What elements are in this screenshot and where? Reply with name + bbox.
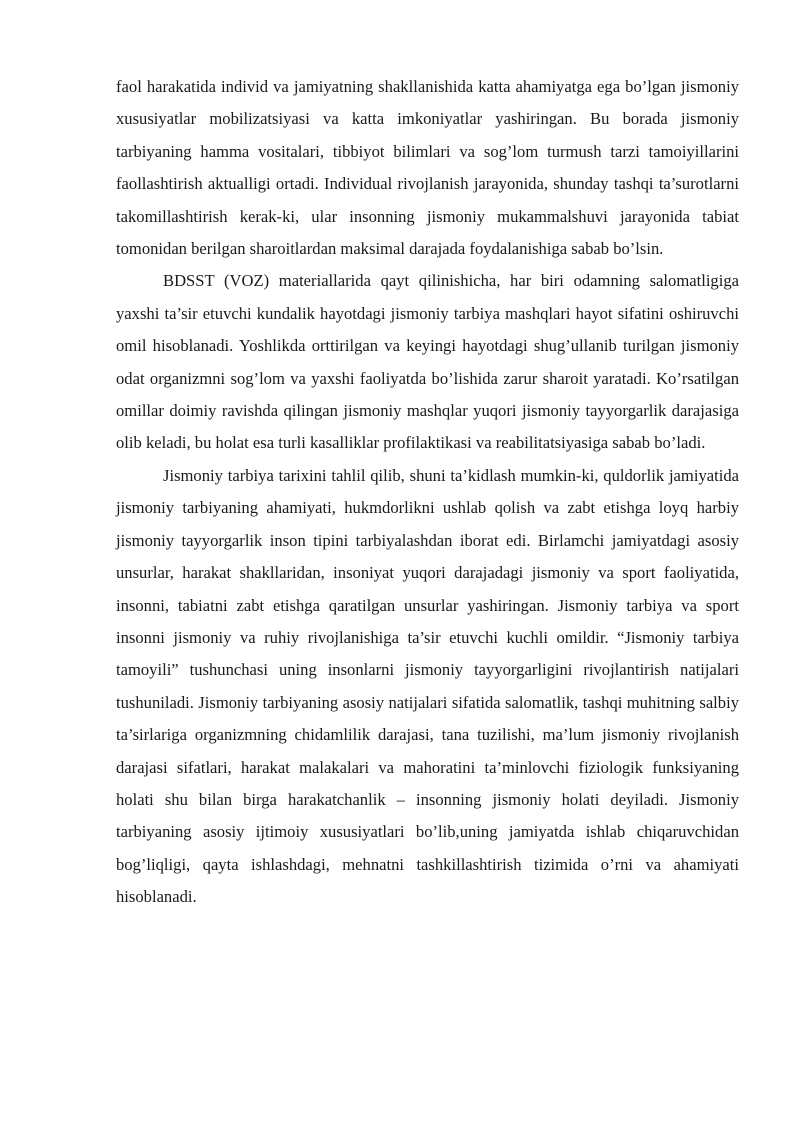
paragraph-continuation: faol harakatida individ va jamiyatning shakllanishida katta ahamiyatga ega bo’lgan jismoniy xususiyatlar mobilizatsiyasi va katta imkoniyatlar yashiringan. Bu borada jismoniy tarbiyaning hamma vositalari, tibbiyot bilimlari va sog’lom turmush tarzi tamoiyillarini faollashtirish aktualligi ortadi. Individual rivojlanish jarayonida, shunday tashqi ta’surotlarni takomillashtirish kerak-ki, ular insonning jismoniy mukammalshuvi jarayonida tabiat tomonidan berilgan sharoitlardan maksimal darajada foydalanishiga sabab bo’lsin. [116, 77, 739, 259]
document-page [116, 71, 739, 914]
paragraph-bdsst: BDSST (VOZ) materiallarida qayt qilinishicha, har biri odamning salomatligiga yaxshi ta’sir etuvchi kundalik hayotdagi jismoniy tarbiya mashqlari hayot sifatini oshiruvchi omil hisoblanadi. Yoshlikda orttirilgan va keyingi hayotdagi shug’ullanib turilgan jismoniy odat organizmni sog’lom va yaxshi faoliyatda bo’lishida zarur sharoit yaratadi. Ko’rsatilgan omillar doimiy ravishda qilingan jismoniy mashqlar yuqori jismoniy tayyorgarlik darajasiga olib keladi, bu holat esa turli kasalliklar profilaktikasi va reabilitatsiyasiga sabab bo’ladi. [116, 271, 739, 453]
paragraph-history: Jismoniy tarbiya tarixini tahlil qilib, shuni ta’kidlash mumkin-ki, quldorlik jamiyatida jismoniy tarbiyaning ahamiyati, hukmdorlikni ushlab qolish va zabt etishga loyq harbiy jismoniy tayyorgarlik inson tipini tarbiyalashdan iborat edi. Birlamchi jamiyatdagi asosiy unsurlar, harakat shakllaridan, insoniyat yuqori darajadagi jismoniy va sport faoliyatida, insonni, tabiatni zabt etishga qaratilgan unsurlar yashiringan. Jismoniy tarbiya va sport insonni jismoniy va ruhiy rivojlanishiga ta’sir etuvchi kuchli omildir. “Jismoniy tarbiya tamoyili” tushunchasi uning insonlarni jismoniy tayyorgarligini rivojlantirish natijalari tushuniladi. Jismoniy tarbiyaning asosiy natijalari sifatida salomatlik, tashqi muhitning salbiy ta’sirlariga organizmning chidamlilik darajasi, tana tuzilishi, ma’lum jismoniy rivojlanish darajasi sifatlari, harakat malakalari va mahoratini ta’minlovchi fiziologik funksiyaning holati shu bilan birga harakatchanlik – insonning jismoniy holati deyiladi. Jismoniy tarbiyaning asosiy ijtimoiy xususiyatlari bo’lib,uning jamiyatda ishlab chiqaruvchidan bog’liqligi, qayta ishlashdagi, mehnatni tashkillashtirish tizimida o’rni va ahamiyati hisoblanadi. [116, 465, 739, 907]
